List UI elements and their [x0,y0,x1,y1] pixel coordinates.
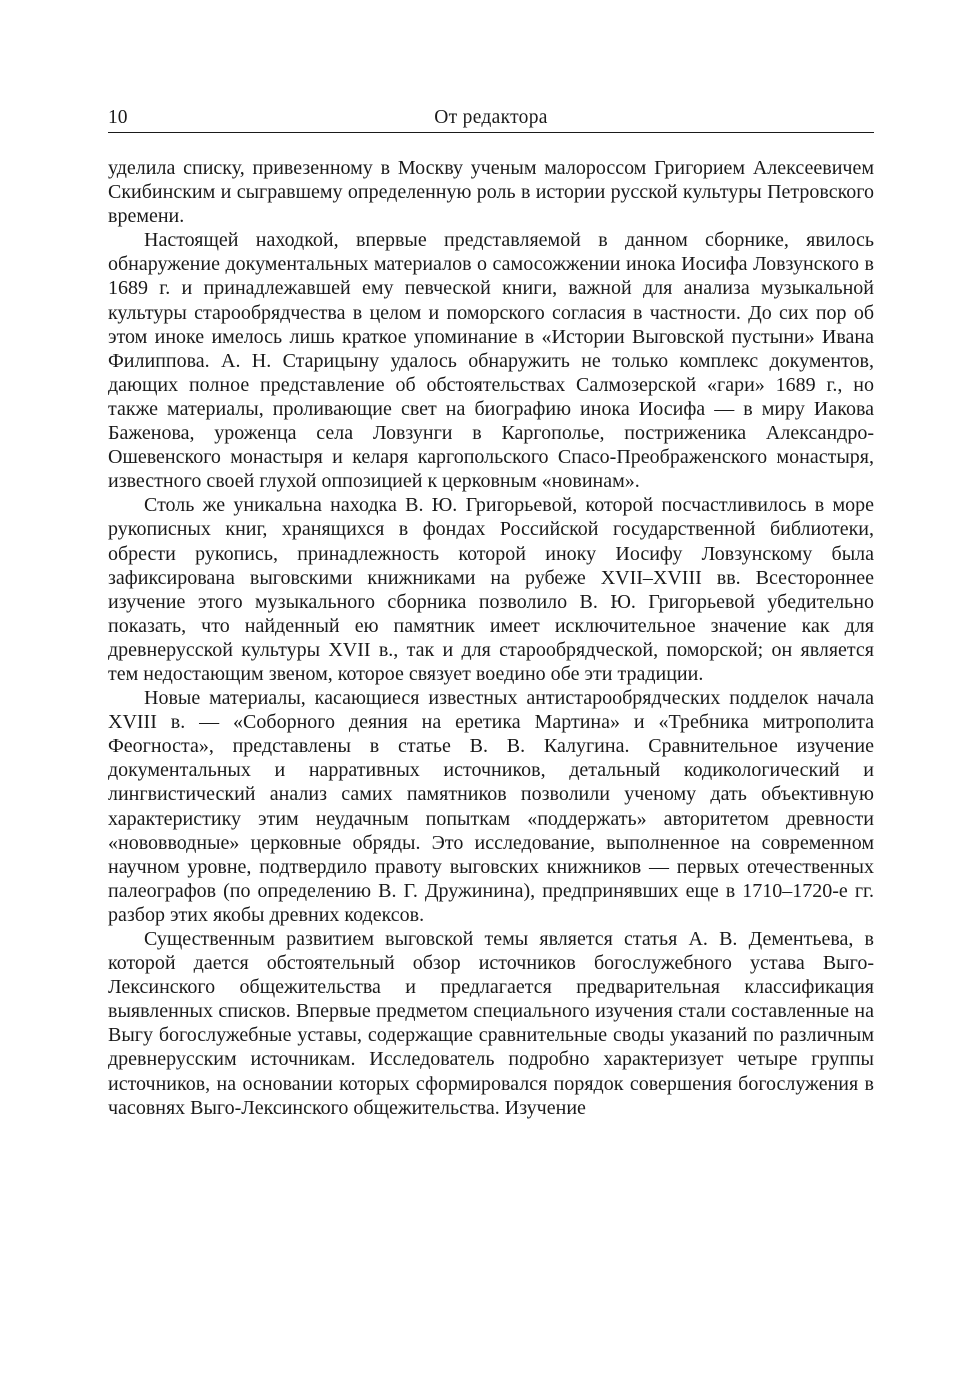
running-head [108,104,874,133]
paragraph-continued: уделила списку, привезенному в Москву ученым малороссом Григорием Алексеевичем Скибинским и сыгравшему определенную роль в истории русской культуры Петровского времени. [108,157,874,228]
running-head-title: От редактора [434,107,548,128]
page-number: 10 [108,107,128,128]
page [108,104,874,1120]
paragraph-kalugin-article: Новые материалы, касающиеся известных антистарообрядческих подделок начала XVIII в. — «Соборного деяния на еретика Мартина» и «Требника митрополита Феогноста», представлены в статье В. В. Калугина. Сравнительное изучение документальных и нарративных источников, детальный кодикологический и лингвистический анализ самих памятников позволили ученому дать объективную характеристику этим неудачным попыткам «поддержать» авторитетом древности «нововводные» церковные обряды. Это исследование, выполненное на современном научном уровне, подтвердило правоту выговских книжников — первых отечественных палеографов (по определению В. Г. Дружинина), предпринявших еще в 1710–1720-е гг. разбор этих якобы древних кодексов. [108,687,874,926]
paragraph-grigorieva-find: Столь же уникальна находка В. Ю. Григорьевой, которой посчастливилось в море рукописных книг, хранящихся в фондах Российской государственной библиотеки, обрести рукопись, принадлежность которой иноку Иосифу Ловзунскому была зафиксирована выговскими книжниками на рубеже XVII–XVIII вв. Всестороннее изучение этого музыкального сборника позволило В. Ю. Григорьевой убедительно показать, что найденный ею памятник имеет исключительное значение как для древнерусской культуры XVII в., так и для старообрядческой, поморской; он является тем недостающим звеном, которое связует воедино обе эти традиции. [108,494,874,685]
paragraph-dementiev-article: Существенным развитием выговской темы является статья А. В. Дементьева, в которой дается обстоятельный обзор источников богослужебного устава Выго-Лексинского общежительства и предлагается предварительная классификация выявленных списков. Впервые предметом специального изучения стали составленные на Выгу богослужебные уставы, содержащие сравнительные своды указаний по различным древнерусским источникам. Исследователь подробно характеризует четыре группы источников, на основании которых сформировался порядок совершения богослужения в часовнях Выго-Лексинского общежительства. Изучение [108,928,874,1119]
paragraph-iosif-lovzunsky-find: Настоящей находкой, впервые представляемой в данном сборнике, явилось обнаружение документальных материалов о самосожжении инока Иосифа Ловзунского в 1689 г. и принадлежавшей ему певческой книги, важной для анализа музыкальной культуры старообрядчества в целом и поморского согласия в частности. До сих пор об этом иноке имелось лишь краткое упоминание в «Истории Выговской пустыни» Ивана Филиппова. А. Н. Старицыну удалось обнаружить не только комплекс документов, дающих полное представление об обстоятельствах Салмозерской «гари» 1689 г., но также материалы, проливающие свет на биографию инока Иосифа — в миру Иакова Баженова, уроженца села Ловзунги в Каргополье, постриженика Александро-Ошевенского монастыря и келаря каргопольского Спасо-Преображенского монастыря, известного своей глухой оппозицией к церковным «новинам». [108,229,874,493]
body-text [108,156,874,1120]
